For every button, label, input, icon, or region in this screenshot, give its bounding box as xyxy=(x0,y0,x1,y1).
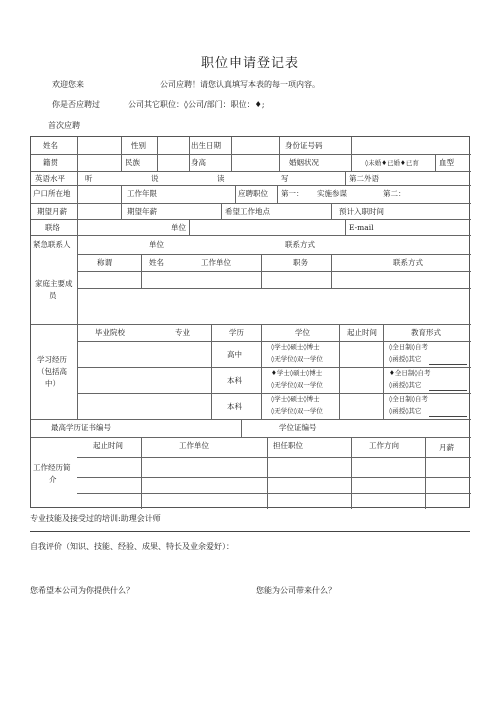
family-header-title: 称谓 xyxy=(97,258,112,267)
label-work-years: 工作年限 xyxy=(127,189,157,198)
question-contribution: 您能为公司带来什么？ xyxy=(256,586,336,595)
label-birth: 出生日期 xyxy=(191,141,221,150)
label-second-choice: 第二： xyxy=(383,189,406,198)
label-contact: 联络 xyxy=(45,223,60,232)
label-cert-no: 最高学历证书编号 xyxy=(51,423,111,432)
label-second-lang: 第二外语 xyxy=(349,174,379,183)
edu-row2-level: 本科 xyxy=(227,376,242,385)
label-start-date: 预计入职时间 xyxy=(339,207,384,216)
edu-row1-form-b[interactable]: ◊函授◊其它 xyxy=(389,355,422,363)
label-degree-cert: 学位证编号 xyxy=(279,423,317,432)
family-label-2: 员 xyxy=(49,291,57,300)
work-header-period: 起止时间 xyxy=(93,441,123,450)
edu-row1-form-a[interactable]: ◊全日制◊自考 xyxy=(389,343,428,351)
edu-header-form: 教育形式 xyxy=(411,328,441,337)
label-gender: 性别 xyxy=(131,141,146,150)
label-blood: 血型 xyxy=(439,158,454,167)
intro-welcome-rest: 公司应聘！请您认真填写本表的每一项内容。 xyxy=(160,80,320,89)
intro-applied-rest: 公司其它职位：◊公司/部门：职位：♦; xyxy=(128,100,265,109)
label-speak: 说 xyxy=(151,174,159,183)
edu-row3-form-b[interactable]: ◊函授◊其它 xyxy=(389,407,422,415)
first-choice-value[interactable]: 实施参谋 xyxy=(317,189,347,198)
label-name: 姓名 xyxy=(43,141,58,150)
label-apply-pos: 应聘职位 xyxy=(238,189,268,198)
family-header-phone: 联系方式 xyxy=(393,258,423,267)
edu-row1-level: 高中 xyxy=(227,350,242,359)
work-label-1: 工作经历简 xyxy=(33,463,71,472)
label-marital: 婚姻状况 xyxy=(289,158,319,167)
family-header-workplace: 工作单位 xyxy=(201,258,231,267)
work-header-position: 担任职位 xyxy=(273,441,303,450)
edu-label-1: 学习经历 xyxy=(37,355,67,364)
label-em-unit: 单位 xyxy=(149,240,164,249)
family-header-name: 姓名 xyxy=(149,258,164,267)
label-english: 英语水平 xyxy=(35,174,65,183)
edu-row3-degree-a[interactable]: ◊学士◊硕士◊博士 xyxy=(271,395,320,403)
question-company-offer: 您希望本公司为你提供什么？ xyxy=(30,586,134,595)
marital-options[interactable]: ◊未婚♦已婚♦已育 xyxy=(365,159,419,167)
label-id-no: 身份证号码 xyxy=(285,141,323,150)
work-header-direction: 工作方向 xyxy=(369,441,399,450)
label-read: 读 xyxy=(217,174,225,183)
family-label-1: 家庭主要成 xyxy=(35,279,73,288)
work-header-workplace: 工作单位 xyxy=(179,441,209,450)
label-exp-annual: 期望年薪 xyxy=(127,207,157,216)
skills-line: 专业技能及接受过的培训:助理会计师 xyxy=(30,514,161,523)
label-native: 籍贯 xyxy=(43,158,58,167)
edu-row3-form-a[interactable]: ◊全日制◊自考 xyxy=(389,395,428,403)
intro-first-time: 首次应聘 xyxy=(48,121,80,130)
label-email: E-mail xyxy=(349,223,374,232)
label-height: 身高 xyxy=(191,158,206,167)
label-contact-unit: 单位 xyxy=(171,223,186,232)
family-header-position: 职务 xyxy=(293,258,308,267)
work-header-salary: 月薪 xyxy=(439,443,454,452)
edu-row3-degree-b[interactable]: ◊无学位◊双一学位 xyxy=(271,407,323,415)
label-ethnic: 民族 xyxy=(125,158,140,167)
label-write: 写 xyxy=(281,174,289,183)
edu-header-degree: 学位 xyxy=(295,328,310,337)
edu-row2-form-b[interactable]: ◊函授◊其它 xyxy=(389,381,422,389)
intro-welcome: 欢迎您来 xyxy=(52,80,84,89)
label-exp-place: 希望工作地点 xyxy=(225,207,270,216)
label-listen: 听 xyxy=(85,174,93,183)
edu-header-level: 学历 xyxy=(229,328,244,337)
edu-row2-degree-b[interactable]: ◊无学位◊双一学位 xyxy=(271,381,323,389)
label-hukou: 户口所在地 xyxy=(33,189,71,198)
edu-header-school: 毕业院校 xyxy=(95,328,125,337)
edu-row3-level: 本科 xyxy=(227,402,242,411)
label-first-choice: 第一： xyxy=(281,189,304,198)
self-evaluation-prompt: 自我评价（知识、技能、经验、成果、特长及业余爱好）： xyxy=(30,542,234,551)
application-table xyxy=(30,136,470,508)
edu-header-major: 专业 xyxy=(175,328,190,337)
edu-header-period: 起止时间 xyxy=(347,328,377,337)
label-exp-salary: 期望月薪 xyxy=(37,207,67,216)
page-title: 职位申请登记表 xyxy=(200,56,299,71)
edu-row1-degree-a[interactable]: ◊学士◊硕士◊博士 xyxy=(271,343,320,351)
label-emergency: 紧急联系人 xyxy=(33,240,71,249)
edu-row2-degree-a[interactable]: ♦学士◊硕士◊博士 xyxy=(271,369,323,377)
intro-applied: 你是否应聘过 xyxy=(52,100,100,109)
work-label-2: 介 xyxy=(49,475,57,484)
edu-row2-form-a[interactable]: ♦全日制◊自考 xyxy=(389,369,431,377)
edu-label-2: （包括高 xyxy=(37,367,67,376)
edu-row1-degree-b[interactable]: ◊无学位◊双一学位 xyxy=(271,355,323,363)
label-em-phone: 联系方式 xyxy=(285,240,315,249)
edu-label-3: 中） xyxy=(45,379,60,388)
